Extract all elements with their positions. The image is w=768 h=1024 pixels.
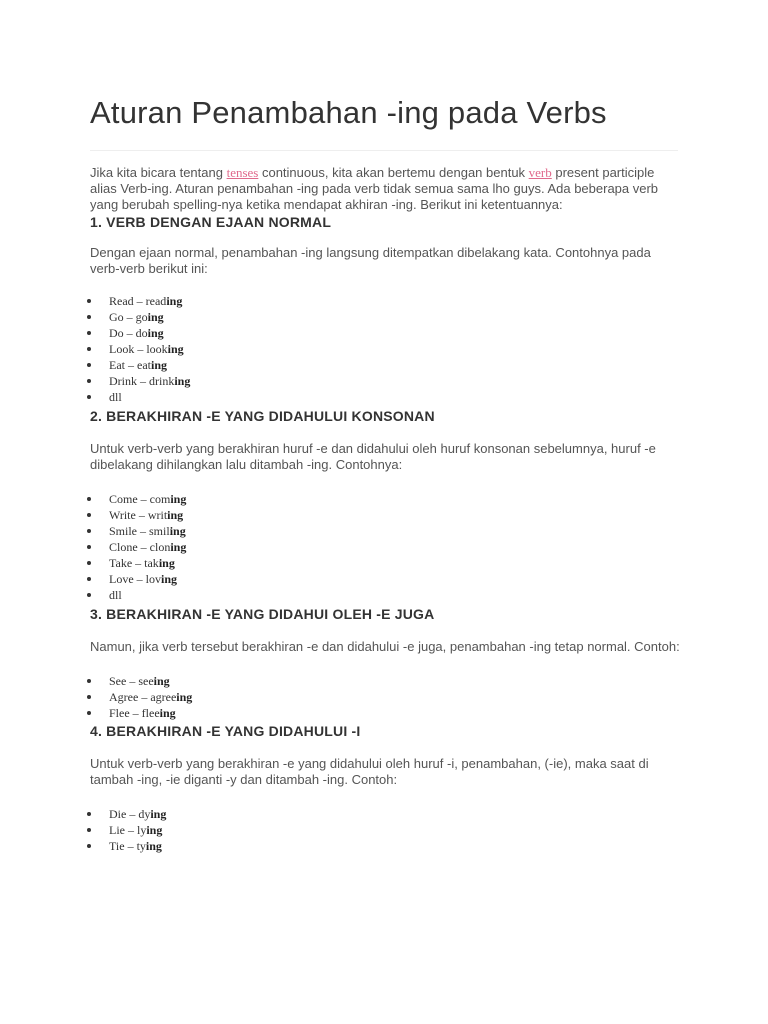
verb-pair: Go – go bbox=[109, 310, 148, 324]
list-item bbox=[90, 341, 680, 357]
list-item bbox=[90, 689, 680, 705]
list-item bbox=[90, 491, 680, 507]
ing-suffix: ing bbox=[159, 706, 176, 720]
verb-pair: Clone – clon bbox=[109, 540, 171, 554]
verb-pair: Do – do bbox=[109, 326, 148, 340]
list-item bbox=[90, 523, 680, 539]
verb-pair: Eat – eat bbox=[109, 358, 151, 372]
list-item bbox=[90, 373, 680, 389]
list-item bbox=[90, 822, 680, 838]
verb-pair: Love – lov bbox=[109, 572, 161, 586]
list-item bbox=[90, 587, 680, 603]
verb-pair: Read – read bbox=[109, 294, 167, 308]
verb-link[interactable]: verb bbox=[528, 165, 552, 180]
verb-pair: Look – look bbox=[109, 342, 168, 356]
ing-suffix: ing bbox=[170, 540, 187, 554]
section-heading: 4. BERAKHIRAN -E YANG DIDAHULUI -I bbox=[90, 723, 361, 739]
intro-text-3: present participle alias Verb-ing. Aturan penambahan -ing pada verb tidak semua sama lho guys. Ada beberapa verb yang berubah spelling-nya ketika mendapat akhiran -ing. Berikut ini ketentuannya: bbox=[90, 165, 659, 212]
verb-pair: See – see bbox=[109, 674, 154, 688]
verb-pair: Agree – agree bbox=[109, 690, 177, 704]
verb-pair: dll bbox=[109, 588, 122, 602]
list-item bbox=[90, 507, 680, 523]
verb-pair: Take – tak bbox=[109, 556, 159, 570]
list-item bbox=[90, 673, 680, 689]
ing-suffix: ing bbox=[153, 674, 170, 688]
list-item bbox=[90, 806, 680, 822]
section-4 bbox=[90, 722, 680, 854]
example-list bbox=[90, 293, 680, 405]
verb-pair: dll bbox=[109, 390, 122, 404]
ing-suffix: ing bbox=[158, 556, 175, 570]
list-item bbox=[90, 539, 680, 555]
verb-pair: Tie – ty bbox=[109, 839, 146, 853]
section-heading: 3. BERAKHIRAN -E YANG DIDAHUI OLEH -E JUGA bbox=[90, 606, 435, 622]
example-list bbox=[90, 491, 680, 603]
article bbox=[90, 92, 680, 854]
ing-suffix: ing bbox=[150, 358, 167, 372]
list-item bbox=[90, 309, 680, 325]
list-item bbox=[90, 571, 680, 587]
ing-suffix: ing bbox=[147, 310, 164, 324]
verb-pair: Flee – flee bbox=[109, 706, 160, 720]
title-divider bbox=[90, 150, 678, 151]
tenses-link[interactable]: tenses bbox=[226, 165, 259, 180]
ing-suffix: ing bbox=[150, 807, 167, 821]
list-item bbox=[90, 357, 680, 373]
list-item bbox=[90, 293, 680, 309]
ing-suffix: ing bbox=[161, 572, 178, 586]
verb-pair: Drink – drink bbox=[109, 374, 175, 388]
list-item bbox=[90, 325, 680, 341]
ing-suffix: ing bbox=[147, 326, 164, 340]
list-item bbox=[90, 389, 680, 405]
intro-text-2: continuous, kita akan bertemu dengan bentuk bbox=[258, 165, 529, 180]
section-text: Untuk verb-verb yang berakhiran huruf -e dan didahului oleh huruf konsonan sebelumnya, huruf -e dibelakang dihilangkan lalu ditambah -ing. Contohnya: bbox=[90, 441, 656, 472]
verb-pair: Die – dy bbox=[109, 807, 151, 821]
section-text: Dengan ejaan normal, penambahan -ing langsung ditempatkan dibelakang kata. Contohnya pada verb-verb berikut ini: bbox=[90, 245, 651, 276]
list-item bbox=[90, 555, 680, 571]
verb-pair: Come – com bbox=[109, 492, 171, 506]
ing-suffix: ing bbox=[174, 374, 191, 388]
example-list bbox=[90, 673, 680, 721]
ing-suffix: ing bbox=[170, 492, 187, 506]
section-text: Untuk verb-verb yang berakhiran -e yang didahului oleh huruf -i, penambahan, (-ie), maka saat di tambah -ing, -ie diganti -y dan ditambah -ing. Contoh: bbox=[90, 756, 649, 787]
page-title: Aturan Penambahan -ing pada Verbs bbox=[90, 95, 607, 130]
verb-pair: Write – writ bbox=[109, 508, 168, 522]
ing-suffix: ing bbox=[146, 823, 163, 837]
ing-suffix: ing bbox=[145, 839, 162, 853]
intro-text-1: Jika kita bicara tentang bbox=[90, 165, 227, 180]
section-1 bbox=[90, 213, 680, 405]
ing-suffix: ing bbox=[166, 294, 183, 308]
intro-paragraph bbox=[90, 165, 680, 213]
ing-suffix: ing bbox=[167, 508, 184, 522]
section-heading: 2. BERAKHIRAN -E YANG DIDAHULUI KONSONAN bbox=[90, 408, 435, 424]
verb-pair: Lie – ly bbox=[109, 823, 147, 837]
section-text: Namun, jika verb tersebut berakhiran -e dan didahului -e juga, penambahan -ing tetap normal. Contoh: bbox=[90, 639, 680, 654]
list-item bbox=[90, 705, 680, 721]
section-2 bbox=[90, 407, 680, 603]
section-heading: 1. VERB DENGAN EJAAN NORMAL bbox=[90, 214, 332, 230]
ing-suffix: ing bbox=[169, 524, 186, 538]
section-3 bbox=[90, 605, 680, 721]
example-list bbox=[90, 806, 680, 854]
list-item bbox=[90, 838, 680, 854]
ing-suffix: ing bbox=[176, 690, 193, 704]
ing-suffix: ing bbox=[167, 342, 184, 356]
verb-pair: Smile – smil bbox=[109, 524, 170, 538]
